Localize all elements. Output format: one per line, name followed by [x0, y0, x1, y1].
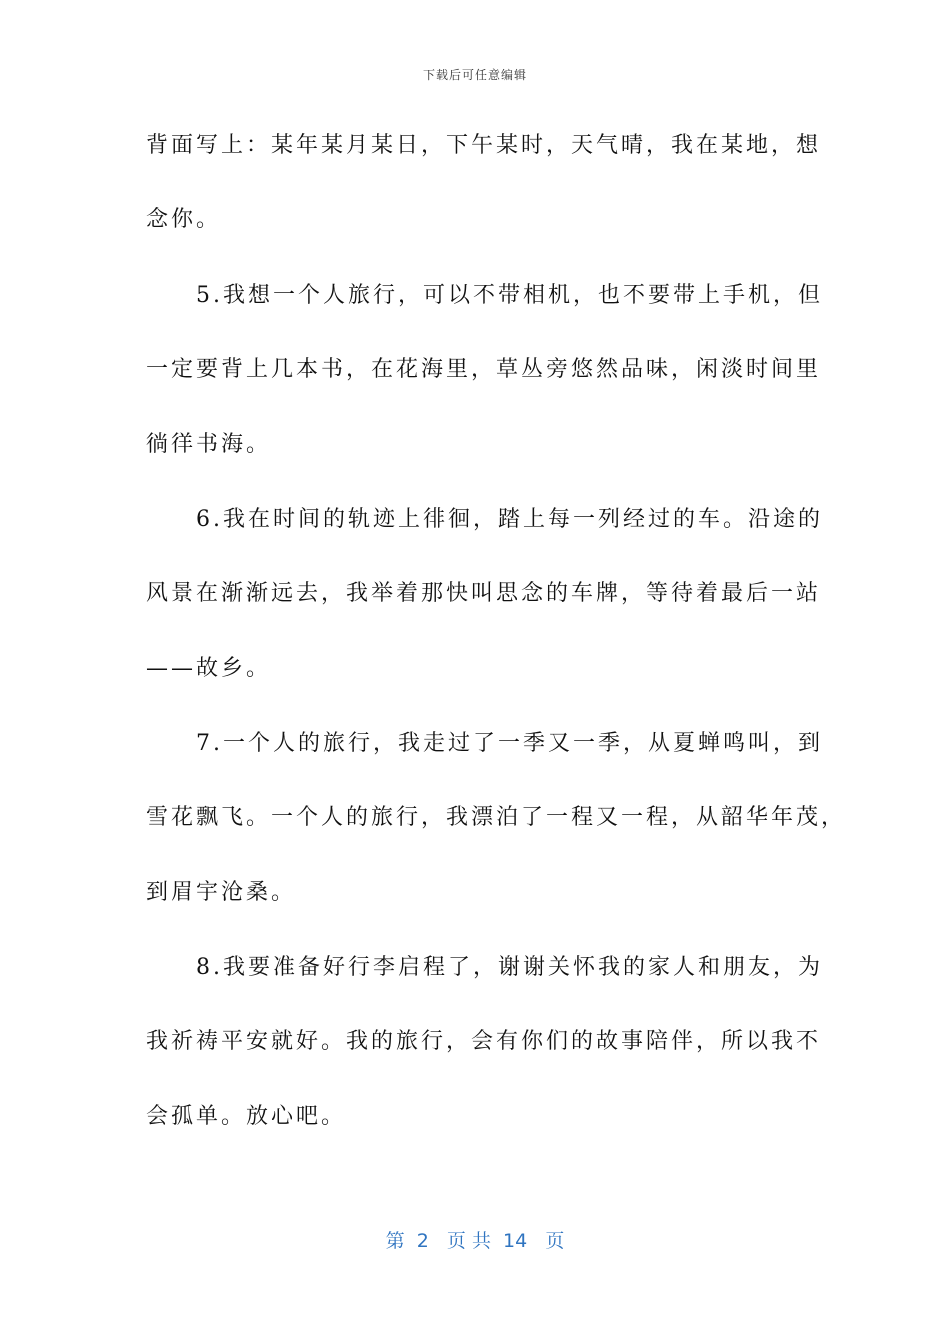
text-line: 5.我想一个人旅行，可以不带相机，也不要带上手机，但 — [146, 283, 823, 308]
header-note: 下载后可任意编辑 — [422, 68, 527, 82]
text-line: 雪花飘飞。一个人的旅行，我漂泊了一程又一程，从韶华年茂， — [146, 805, 847, 830]
text-line: 徜徉书海。 — [146, 432, 272, 457]
text-line: ——故乡。 — [146, 656, 272, 681]
text-line: 7.一个人的旅行，我走过了一季又一季，从夏蝉鸣叫，到 — [146, 731, 823, 756]
text-line: 一定要背上几本书，在花海里，草丛旁悠然品味，闲淡时间里 — [146, 357, 822, 382]
text-line: 到眉宇沧桑。 — [146, 880, 297, 905]
text-line: 背面写上：某年某月某日，下午某时，天气晴，我在某地，想 — [146, 133, 822, 158]
text-line: 我祈祷平安就好。我的旅行，会有你们的故事陪伴，所以我不 — [146, 1029, 822, 1054]
text-line: 6.我在时间的轨迹上徘徊，踏上每一列经过的车。沿途的 — [146, 507, 823, 532]
text-line: 会孤单。放心吧。 — [146, 1104, 347, 1129]
page-number: 第 2 页 共 14 页 — [385, 1230, 565, 1252]
text-line: 8.我要准备好行李启程了，谢谢关怀我的家人和朋友，为 — [146, 955, 823, 980]
text-line: 念你。 — [146, 207, 222, 232]
text-line: 风景在渐渐远去，我举着那快叫思念的车牌，等待着最后一站 — [146, 581, 822, 606]
